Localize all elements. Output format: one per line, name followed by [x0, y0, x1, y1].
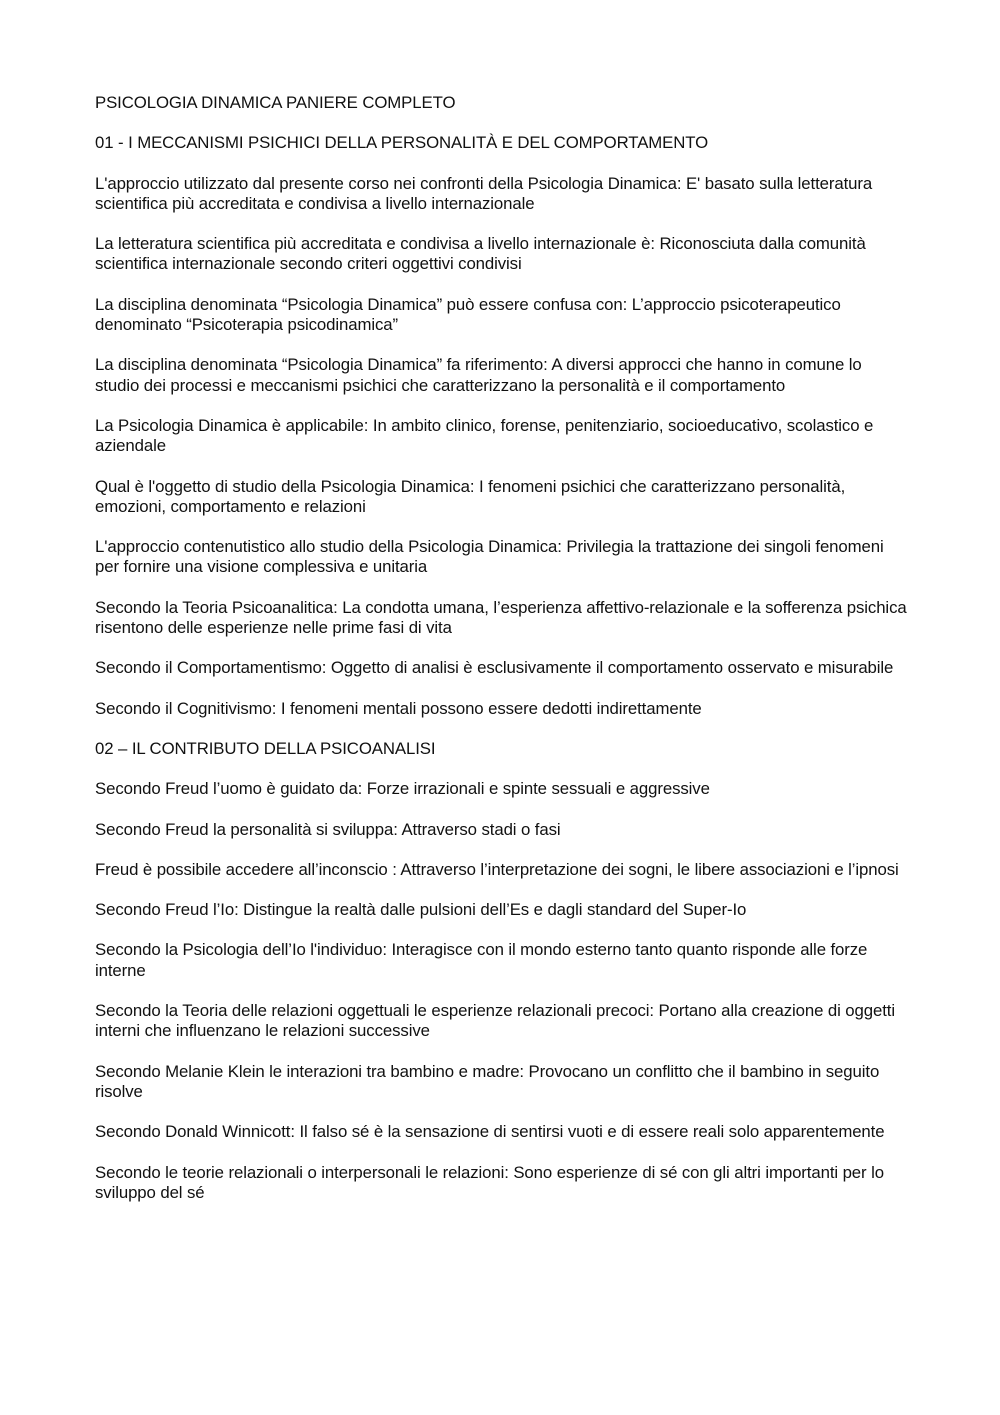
document-title: PSICOLOGIA DINAMICA PANIERE COMPLETO: [95, 93, 456, 112]
question-answer-item: Qual è l'oggetto di studio della Psicologia Dinamica: I fenomeni psichici che caratterizzano personalità, emozioni, comportamento e relazioni: [95, 476, 846, 516]
question-answer-item: Secondo la Teoria delle relazioni oggettuali le esperienze relazionali precoci: Portano alla creazione di oggetti interni che influenzano le relazioni successive: [95, 1001, 895, 1041]
question-answer-item: Secondo la Psicologia dell’Io l'individuo: Interagisce con il mondo esterno tanto quanto risponde alle forze interne: [95, 940, 868, 980]
question-answer-item: Secondo le teorie relazionali o interpersonali le relazioni: Sono esperienze di sé con gli altri importanti per lo sviluppo del sé: [95, 1162, 884, 1202]
question-answer-item: Secondo Donald Winnicott: Il falso sé è la sensazione di sentirsi vuoti e di essere reali solo apparentemente: [95, 1122, 885, 1142]
section-heading: 02 – IL CONTRIBUTO DELLA PSICOANALISI: [95, 738, 436, 758]
question-answer-item: Secondo Freud l’uomo è guidato da: Forze irrazionali e spinte sessuali e aggressive: [95, 779, 710, 799]
question-answer-item: L'approccio utilizzato dal presente corso nei confronti della Psicologia Dinamica: E' basato sulla letteratura scientifica più accreditata e condivisa a livello internazionale: [95, 173, 873, 213]
question-answer-item: Freud è possibile accedere all’inconscio : Attraverso l’interpretazione dei sogni, le libere associazioni e l’ipnosi: [95, 859, 899, 879]
question-answer-item: L'approccio contenutistico allo studio della Psicologia Dinamica: Privilegia la trattazione dei singoli fenomeni per fornire una visione complessiva e unitaria: [95, 537, 884, 577]
question-answer-item: Secondo la Teoria Psicoanalitica: La condotta umana, l’esperienza affettivo-relazionale e la sofferenza psichica risentono delle esperienze nelle prime fasi di vita: [95, 597, 907, 638]
question-answer-item: La letteratura scientifica più accreditata e condivisa a livello internazionale è: Riconosciuta dalla comunità scientifica internazionale secondo criteri oggettivi condivisi: [95, 234, 866, 274]
question-answer-item: La disciplina denominata “Psicologia Dinamica” può essere confusa con: L’approccio psicoterapeutico denominato “Psicoterapia psicodinamica”: [95, 294, 841, 335]
question-answer-item: La disciplina denominata “Psicologia Dinamica” fa riferimento: A diversi approcci che hanno in comune lo studio dei processi e meccanismi psichici che caratterizzano la personalità e il comportamento: [95, 355, 862, 395]
document-page: [95, 93, 910, 1223]
question-answer-item: Secondo Freud la personalità si sviluppa: Attraverso stadi o fasi: [95, 819, 561, 839]
section-heading: 01 - I MECCANISMI PSICHICI DELLA PERSONALITÀ E DEL COMPORTAMENTO: [95, 133, 709, 153]
question-answer-item: Secondo Freud l’Io: Distingue la realtà dalle pulsioni dell’Es e dagli standard del Super-Io: [95, 900, 747, 920]
question-answer-item: Secondo Melanie Klein le interazioni tra bambino e madre: Provocano un conflitto che il bambino in seguito risolve: [95, 1061, 880, 1101]
question-answer-item: La Psicologia Dinamica è applicabile: In ambito clinico, forense, penitenziario, socioeducativo, scolastico e aziendale: [95, 415, 874, 456]
question-answer-item: Secondo il Comportamentismo: Oggetto di analisi è esclusivamente il comportamento osservato e misurabile: [95, 658, 894, 678]
question-answer-item: Secondo il Cognitivismo: I fenomeni mentali possono essere dedotti indirettamente: [95, 698, 702, 718]
